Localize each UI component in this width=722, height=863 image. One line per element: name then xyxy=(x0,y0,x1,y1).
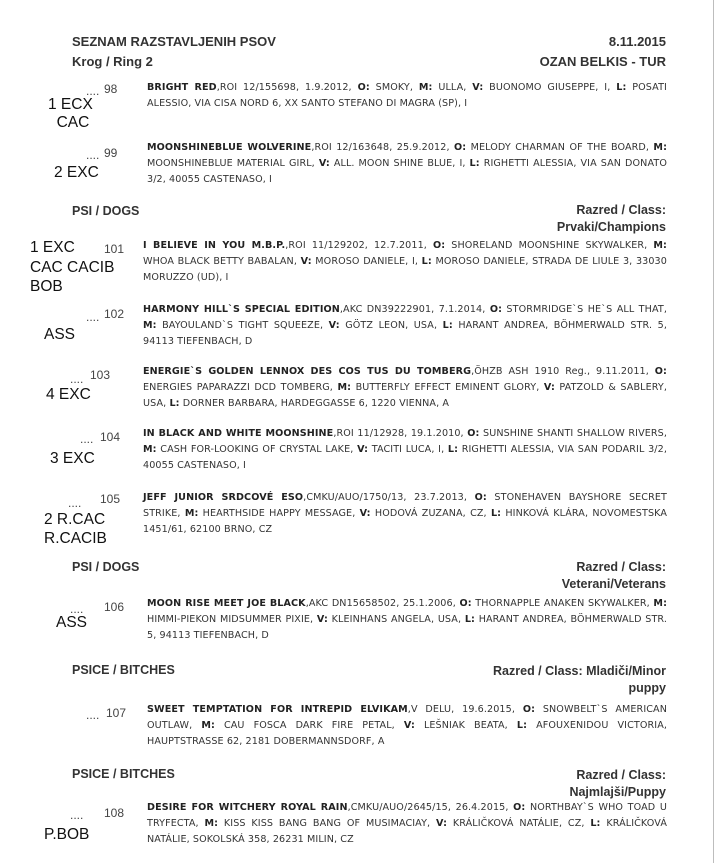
entry-dots: .... xyxy=(70,372,84,386)
catalog-number: 104 xyxy=(100,430,121,444)
catalog-number: 101 xyxy=(104,242,125,256)
entry-text: JEFF JUNIOR SRDCOVÉ ESO,CMKU/AUO/1750/13, 23.7.2013, O: STONEHAVEN BAYSHORE SECRET STRIKE, M: HEARTHSIDE HAPPY MESSAGE, V: HODOVÁ ZUZANA, CZ, L: HINKOVÁ KLÁRA, NOVOMESTSKA 1451/61, 62100 BRNO, CZ xyxy=(143,492,668,535)
judging-result: ASS xyxy=(56,614,88,631)
judging-result: 2 R.CAC R.CACIB xyxy=(44,511,107,547)
entry-text: ENERGIE`S GOLDEN LENNOX DES COS TUS DU TOMBERG,ÖHZB ASH 1910 Reg., 9.11.2011, O: ENERGIES PAPARAZZI DCD TOMBERG, M: BUTTERFLY EFFECT EMINENT GLORY, V: PATZOLD & SABLERY, USA, L: DORNER BARBARA, HARDEGGASSE 6, 1220 VIENNA, A xyxy=(143,366,667,409)
catalog-number: 98 xyxy=(104,82,118,96)
entry-dots: .... xyxy=(70,808,84,822)
judging-result: 3 EXC xyxy=(50,450,95,467)
catalog-number: 102 xyxy=(104,307,125,321)
catalog-number: 103 xyxy=(90,368,111,382)
section-sex: PSICE / BITCHES xyxy=(72,663,175,677)
entry-text: HARMONY HILL`S SPECIAL EDITION,AKC DN39222901, 7.1.2014, O: STORMRIDGE`S HE`S ALL THAT, M: BAYOULAND`S TIGHT SQUEEZE, V: GÖTZ LEON, USA, L: HARANT ANDREA, BÖHMERWALD STR. 5, 94113 TIEFENBACH, D xyxy=(143,304,667,347)
show-date: 8.11.2015 xyxy=(608,34,666,49)
judging-result: ASS xyxy=(44,326,76,343)
section-sex: PSI / DOGS xyxy=(72,560,140,574)
entry-text: SWEET TEMPTATION FOR INTREPID ELVIKAM,V DELU, 19.6.2015, O: SNOWBELT`S AMERICAN OUTLAW, M: CAU FOSCA DARK FIRE PETAL, V: LEŠNIAK BEATA, L: AFOUXENIDOU VICTORIA, HAUPTSTRASSE 62, 2181 DOBERMANNSDORF, A xyxy=(147,704,668,747)
judging-result: 2 EXC xyxy=(54,164,99,181)
entry-dots: .... xyxy=(86,84,100,98)
entry-dots: .... xyxy=(68,496,82,510)
entry-text: I BELIEVE IN YOU M.B.P.,ROI 11/129202, 12.7.2011, O: SHORELAND MOONSHINE SKYWALKER, M: WHOA BLACK BETTY BABALAN, V: MOROSO DANIELE, I, L: MOROSO DANIELE, STRADA DE LIULE 3, 33030 MORUZZO (UD), I xyxy=(143,240,667,283)
entry-text: MOON RISE MEET JOE BLACK,AKC DN15658502, 25.1.2006, O: THORNAPPLE ANAKEN SKYWALKER, M: HIMMI-PIEKON MIDSUMMER PIXIE, V: KLEINHANS ANGELA, USA, L: HARANT ANDREA, BÖHMERWALD STR. 5, 94113 TIEFENBACH, D xyxy=(147,598,668,641)
judging-result: P.BOB xyxy=(44,826,90,843)
list-title: SEZNAM RAZSTAVLJENIH PSOV xyxy=(72,34,276,49)
section-sex: PSICE / BITCHES xyxy=(72,767,175,781)
judge-name: OZAN BELKIS - TUR xyxy=(539,54,666,69)
section-sex: PSI / DOGS xyxy=(72,204,140,218)
entry-text: BRIGHT RED,ROI 12/155698, 1.9.2012, O: SMOKY, M: ULLA, V: BUONOMO GIUSEPPE, I, L: POSATI ALESSIO, VIA CISA NORD 6, XX SANTO STEFANO DI MAGRA (SP), I xyxy=(147,82,667,109)
entry-dots: .... xyxy=(70,602,84,616)
entry-text: MOONSHINEBLUE WOLVERINE,ROI 12/163648, 25.9.2012, O: MELODY CHARMAN OF THE BOARD, M: MOONSHINEBLUE MATERIAL GIRL, V: ALL. MOON SHINE BLUE, I, L: RIGHETTI ALESSIA, VIA SAN DONATO 3/2, 40055 CASTENASO, I xyxy=(147,142,668,185)
catalog-number: 105 xyxy=(100,492,121,506)
section-class: Razred / Class: Mladiči/Minor puppy xyxy=(493,664,666,695)
judging-result: 1 EXC CAC CACIB BOB xyxy=(30,239,115,295)
section-class: Razred / Class: Najmlajši/Puppy xyxy=(569,768,666,799)
catalog-number: 106 xyxy=(104,600,125,614)
entry-dots: .... xyxy=(86,708,100,722)
entry-text: IN BLACK AND WHITE MOONSHINE,ROI 11/12928, 19.1.2010, O: SUNSHINE SHANTI SHALLOW RIVERS, M: CASH FOR-LOOKING OF CRYSTAL LAKE, V: TACITI LUCA, I, L: RIGHETTI ALESSIA, VIA SAN PODARIL 3/2, 40055 CASTENASO, I xyxy=(143,428,668,471)
entry-dots: .... xyxy=(86,148,100,162)
section-class: Razred / Class: Prvaki/Champions xyxy=(556,203,666,234)
catalog-number: 108 xyxy=(104,806,125,820)
catalog-number: 99 xyxy=(104,146,118,160)
ring-label: Krog / Ring 2 xyxy=(72,54,153,69)
entry-dots: .... xyxy=(80,432,94,446)
judging-result: 4 EXC xyxy=(46,386,91,403)
entry-text: DESIRE FOR WITCHERY ROYAL RAIN,CMKU/AUO/2645/15, 26.4.2015, O: NORTHBAY`S WHO TOAD U TRYFECTA, M: KISS KISS BANG BANG OF MUSIMACIAY, V: KRÁLIČKOVÁ NATÁLIE, CZ, L: KRÁLIČKOVÁ NATÁLIE, SOKOLSKÁ 358, 26231 MILIN, CZ xyxy=(147,802,668,845)
catalog-number: 107 xyxy=(106,706,127,720)
scan-edge xyxy=(713,0,714,863)
section-class: Razred / Class: Veterani/Veterans xyxy=(561,560,666,591)
judging-result: 1 ECX CAC xyxy=(48,96,93,131)
entry-dots: .... xyxy=(86,310,100,324)
